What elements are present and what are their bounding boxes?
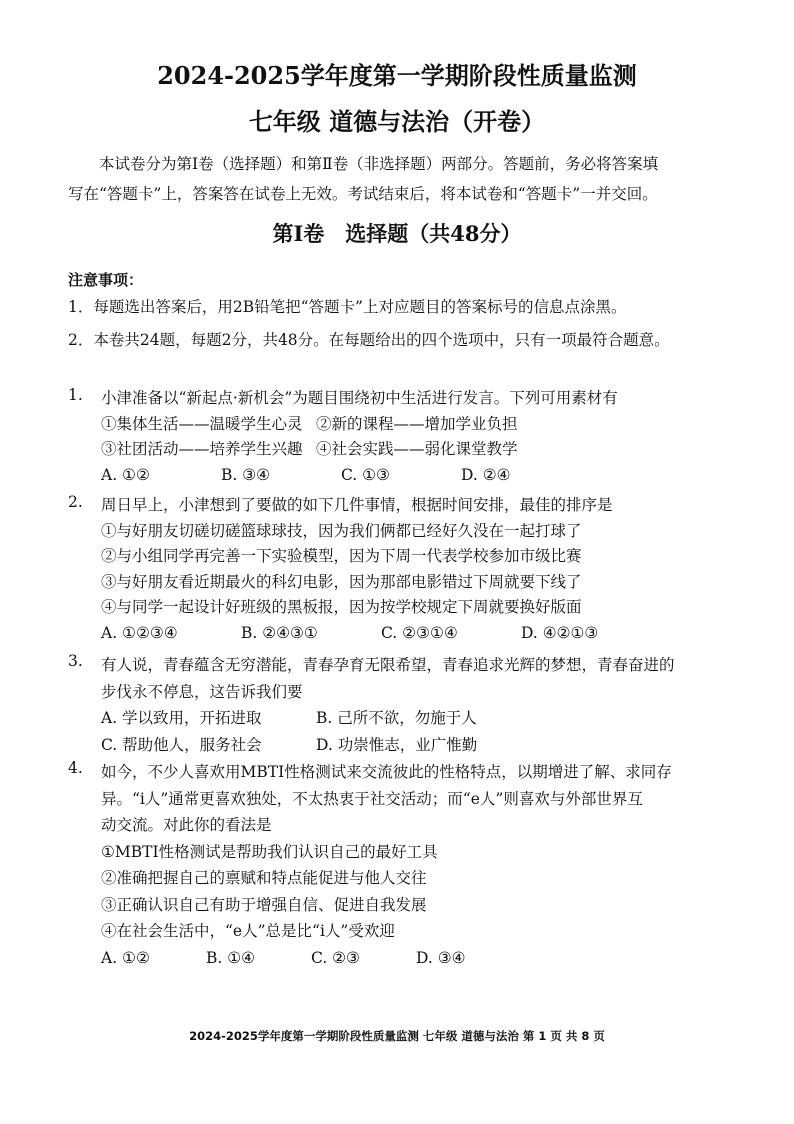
section-title: 第Ⅰ卷 选择题（共48分） xyxy=(272,221,522,246)
question-stem-line-1: 如今，不少人喜欢用MBTI性格测试来交流彼此的性格特点，以期增进了解、求同存 xyxy=(101,763,672,781)
intro-paragraph xyxy=(68,149,712,209)
option-b: B. ①④ xyxy=(206,948,256,967)
exam-subtitle: 七年级 道德与法治（开卷） xyxy=(248,107,546,136)
page-footer: 2024-2025学年度第一学期阶段性质量监测 七年级 道德与法治 第 1 页 共 8 页 xyxy=(189,1029,605,1043)
option-a: A. ①② xyxy=(101,465,150,484)
option-c: C. ①③ xyxy=(341,465,390,484)
option-c: C. ②③①④ xyxy=(381,623,458,642)
question-stem: 小津准备以“新起点·新机会”为题目围绕初中生活进行发言。下列可用素材有 xyxy=(101,389,618,407)
option-a: A. 学以致用，开拓进取 xyxy=(101,709,262,727)
option-d: D. ③④ xyxy=(416,948,466,967)
question-4 xyxy=(68,759,718,971)
statement-3: ③社团活动——培养学生兴趣 xyxy=(101,440,303,458)
statement-3: ③与好朋友看近期最火的科幻电影，因为那部电影错过下周就要下线了 xyxy=(101,572,582,591)
option-d: D. 功崇惟志，业广惟勤 xyxy=(316,735,478,754)
question-stem-line-2: 步伐永不停息，这告诉我们要 xyxy=(101,682,303,701)
question-stem-line-2: 异。“i人”通常更喜欢独处，不太热衷于社交活动；而“e人”则喜欢与外部世界互 xyxy=(101,789,643,808)
option-d: D. ②④ xyxy=(461,465,511,484)
statement-4: ④与同学一起设计好班级的黑板报，因为按学校规定下周就要换好版面 xyxy=(101,598,582,616)
question-2 xyxy=(68,493,718,646)
question-number: 4. xyxy=(68,759,83,777)
option-d: D. ④②①③ xyxy=(521,623,599,642)
statement-1: ①MBTI性格测试是帮助我们认识自己的最好工具 xyxy=(101,842,438,861)
intro-line-2: 写在“答题卡”上，答案答在试卷上无效。考试结束后，将本试卷和“答题卡”一并交回。 xyxy=(68,185,658,203)
option-c: C. 帮助他人，服务社会 xyxy=(101,735,262,754)
question-1 xyxy=(68,386,718,488)
statement-2: ②新的课程——增加学业负担 xyxy=(316,414,518,433)
question-3 xyxy=(68,652,718,758)
statement-1: ①集体生活——温暖学生心灵 xyxy=(101,414,303,433)
notes-heading: 注意事项： xyxy=(68,271,144,289)
option-b: B. ③④ xyxy=(221,465,271,484)
question-number: 2. xyxy=(68,493,83,511)
exam-title: 2024-2025学年度第一学期阶段性质量监测 xyxy=(157,61,637,90)
statement-4: ④在社会生活中，“e人”总是比“i人”受欢迎 xyxy=(101,922,395,940)
option-b: B. ②④③① xyxy=(241,623,318,642)
statement-1: ①与好朋友切磋切磋篮球球技，因为我们俩都已经好久没在一起打球了 xyxy=(101,521,582,540)
statement-3: ③正确认识自己有助于增强自信、促进自我发展 xyxy=(101,895,427,914)
question-number: 1. xyxy=(68,386,83,404)
option-b: B. 己所不欲，勿施于人 xyxy=(316,709,477,727)
note-item-1: 1．每题选出答案后，用2B铅笔把“答题卡”上对应题目的答案标号的信息点涂黑。 xyxy=(68,298,627,316)
note-item-2: 2．本卷共24题，每题2分，共48分。在每题给出的四个选项中，只有一项最符合题意。 xyxy=(68,331,670,349)
option-a: A. ①② xyxy=(101,948,150,967)
question-stem-line-3: 动交流。对此你的看法是 xyxy=(101,816,272,834)
statement-4: ④社会实践——弱化课堂教学 xyxy=(316,440,518,458)
question-number: 3. xyxy=(68,652,83,670)
statement-2: ②准确把握自己的禀赋和特点能促进与他人交往 xyxy=(101,869,427,887)
option-c: C. ②③ xyxy=(311,948,360,967)
statement-2: ②与小组同学再完善一下实验模型，因为下周一代表学校参加市级比赛 xyxy=(101,547,582,565)
option-a: A. ①②③④ xyxy=(101,623,178,642)
question-stem-line-1: 有人说，青春蕴含无穷潜能，青春孕育无限希望，青春追求光辉的梦想，青春奋进的 xyxy=(101,656,675,674)
intro-line-1: 本试卷分为第Ⅰ卷（选择题）和第Ⅱ卷（非选择题）两部分。答题前，务必将答案填 xyxy=(99,155,659,173)
question-stem: 周日早上，小津想到了要做的如下几件事情，根据时间安排，最佳的排序是 xyxy=(101,496,613,514)
